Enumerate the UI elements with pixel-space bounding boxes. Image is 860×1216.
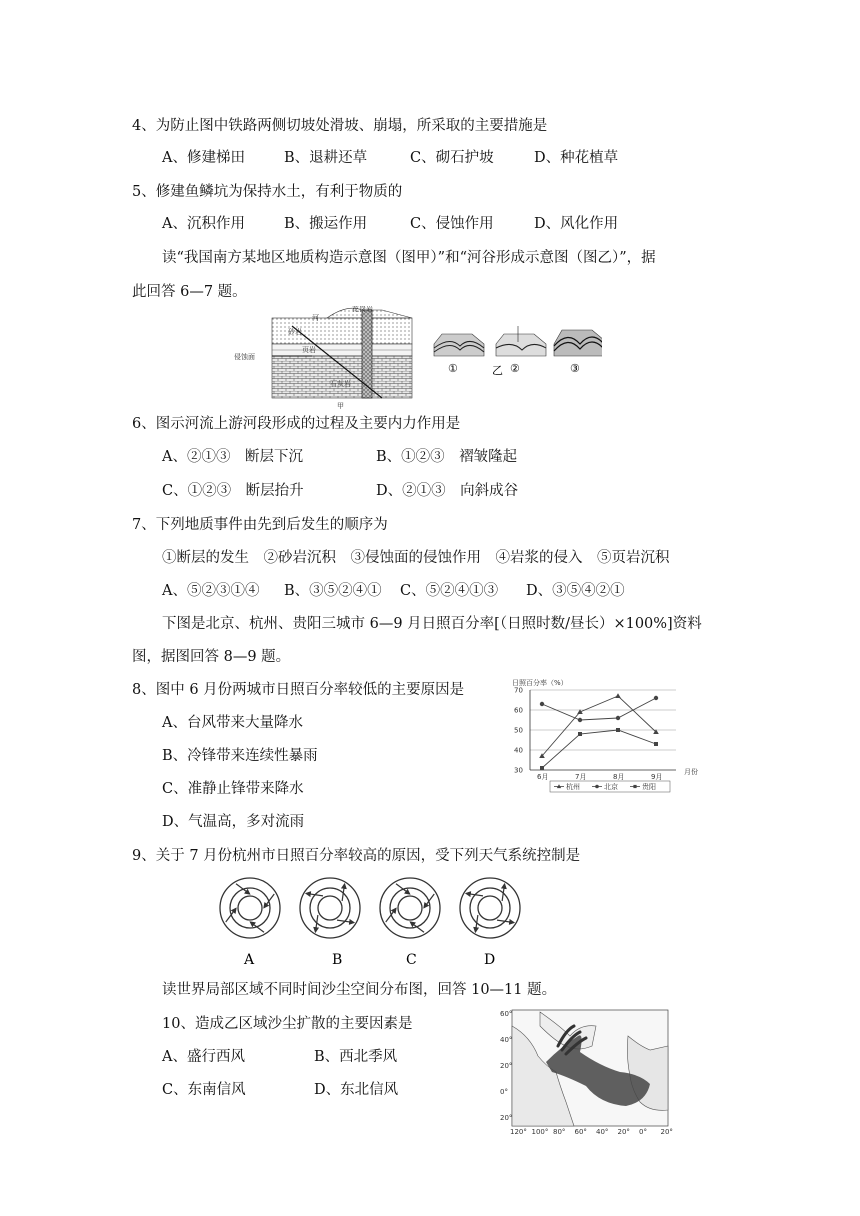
- q6-stem: 6、图示河流上游河段形成的过程及主要内力作用是: [132, 416, 461, 432]
- q8-option-d: D、气温高，多对流雨: [162, 814, 305, 830]
- figure-yi-valley: [432, 322, 602, 378]
- map-lon-label: 120°: [510, 1128, 527, 1136]
- q10-option-b: B、西北季风: [314, 1049, 398, 1065]
- q5-stem: 5、修建鱼鳞坑为保持水土，有利于物质的: [132, 184, 403, 200]
- weather-label-c: C: [406, 952, 417, 968]
- map-lon-label: 0°: [639, 1128, 647, 1136]
- q4-option-c: C、砌石护坡: [410, 150, 494, 166]
- weather-system-c: [380, 878, 440, 938]
- q4-option-d: D、种花植草: [534, 150, 619, 166]
- chart-y-tick-label: 50: [514, 726, 523, 735]
- q8-option-a: A、台风带来大量降水: [162, 715, 303, 731]
- map-lon-label: 40°: [596, 1128, 609, 1136]
- q8-stem: 8、图中 6 月份两城市日照百分率较低的主要原因是: [132, 682, 465, 698]
- map-lat-label: 60°: [500, 1010, 513, 1018]
- intro-8-9-line1: 下图是北京、杭州、贵阳三城市 6—9 月日照百分率[（日照时数/昼长）×100%]资料: [162, 616, 702, 632]
- intro-6-7-line2: 此回答 6—7 题。: [132, 284, 247, 300]
- weather-system-b: [300, 878, 360, 938]
- chart-x-ticks: [537, 773, 662, 781]
- chart-point: [616, 728, 620, 732]
- chart-legend-marker: [595, 785, 599, 789]
- label-granite: 花岗岩: [352, 306, 373, 313]
- q9-stem: 9、关于 7 月份杭州市日照百分率较高的原因，受下列天气系统控制是: [132, 848, 581, 864]
- label-stage-2: ②: [510, 362, 520, 375]
- q8-option-b: B、冷锋带来连续性暴雨: [162, 748, 318, 764]
- q6-option-a: A、②①③ 断层下沉: [162, 449, 303, 465]
- chart-legend: [554, 782, 656, 791]
- chart-legend-label: 北京: [604, 783, 618, 791]
- q4-option-b: B、退耕还草: [284, 150, 368, 166]
- chart-series-line: [542, 698, 656, 720]
- chart-y-tick-label: 70: [514, 686, 523, 695]
- q10-stem: 10、造成乙区域沙尘扩散的主要因素是: [162, 1016, 413, 1032]
- q10-option-a: A、盛行西风: [162, 1049, 245, 1065]
- map-lon-label: 20°: [617, 1128, 630, 1136]
- figure-jia-geology: [232, 306, 422, 410]
- chart-legend-label: 杭州: [566, 783, 580, 791]
- q10-option-d: D、东北信风: [314, 1082, 399, 1098]
- map-lon-label: 80°: [553, 1128, 566, 1136]
- chart-x-tick-label: 8月: [613, 773, 625, 781]
- q7-option-c: C、⑤②④①③: [400, 583, 499, 599]
- q7-stem: 7、下列地质事件由先到后发生的顺序为: [132, 517, 388, 533]
- map-lon-label: 100°: [531, 1128, 549, 1136]
- chart-legend-marker: [633, 785, 636, 788]
- sunshine-chart: [506, 676, 702, 794]
- label-shale: 页岩: [302, 346, 316, 354]
- q6-option-c: C、①②③ 断层抬升: [162, 483, 304, 499]
- intro-6-7-line1: 读“我国南方某地区地质构造示意图（图甲）”和“河谷形成示意图（图乙）”，据: [162, 250, 656, 266]
- valley-stage-3: [554, 330, 602, 356]
- chart-point: [540, 702, 544, 706]
- weather-system-a: [220, 878, 280, 938]
- q5-option-a: A、沉积作用: [162, 216, 245, 232]
- q4-stem: 4、为防止图中铁路两侧切坡处滑坡、崩塌，所采取的主要措施是: [132, 118, 548, 134]
- valley-stage-1: [434, 334, 484, 356]
- chart-ylabel: 日照百分率（%）: [512, 679, 568, 687]
- q7-option-a: A、⑤②③①④: [162, 583, 260, 599]
- label-sandstone: 砂岩: [288, 328, 302, 336]
- chart-point: [578, 732, 582, 736]
- intro-10-11: 读世界局部区域不同时间沙尘空间分布图，回答 10—11 题。: [162, 982, 557, 998]
- label-erosion-surface: 侵蚀面: [234, 353, 255, 361]
- q7-option-b: B、③⑤②④①: [284, 583, 382, 599]
- q6-option-d: D、②①③ 向斜成谷: [376, 483, 519, 499]
- q4-option-a: A、修建梯田: [162, 150, 245, 166]
- map-lat-label: 20°: [500, 1114, 513, 1122]
- weather-label-d: D: [484, 952, 496, 968]
- q7-option-d: D、③⑤④②①: [526, 583, 625, 599]
- weather-label-b: B: [332, 952, 343, 968]
- map-lon-label: 20°: [660, 1128, 673, 1136]
- chart-point: [616, 716, 620, 720]
- weather-label-a: A: [244, 952, 255, 968]
- chart-x-tick-label: 7月: [575, 773, 587, 781]
- weather-system-d: [460, 878, 520, 938]
- chart-point: [540, 766, 544, 770]
- chart-y-tick-label: 40: [514, 746, 523, 755]
- q8-option-c: C、准静止锋带来降水: [162, 781, 304, 797]
- chart-xlabel: 月份: [684, 768, 698, 776]
- q5-option-c: C、侵蚀作用: [410, 216, 494, 232]
- chart-y-ticks: [514, 687, 523, 775]
- valley-stage-2: [496, 326, 546, 356]
- chart-x-tick-label: 9月: [651, 773, 663, 781]
- map-lat-label: 40°: [500, 1036, 513, 1044]
- q7-events: ①断层的发生 ②砂岩沉积 ③侵蚀面的侵蚀作用 ④岩浆的侵入 ⑤页岩沉积: [162, 550, 670, 566]
- chart-series-line: [542, 696, 656, 756]
- map-lon-label: 60°: [574, 1128, 587, 1136]
- label-stage-3: ③: [570, 362, 580, 375]
- label-limestone: 石灰岩: [330, 380, 351, 388]
- label-stage-1: ①: [448, 362, 458, 375]
- map-lat-label: 20°: [500, 1062, 513, 1070]
- chart-x-tick-label: 6月: [537, 773, 549, 781]
- chart-legend-label: 贵阳: [642, 783, 656, 791]
- chart-y-tick-label: 60: [514, 706, 523, 715]
- chart-point: [578, 718, 582, 722]
- intro-8-9-line2: 图，据图回答 8—9 题。: [132, 649, 291, 665]
- dust-distribution-map: [500, 1006, 678, 1140]
- label-jia: 甲: [337, 402, 344, 410]
- chart-point: [654, 742, 658, 746]
- label-yi: 乙: [492, 364, 503, 377]
- q5-option-b: B、搬运作用: [284, 216, 368, 232]
- q5-option-d: D、风化作用: [534, 216, 619, 232]
- chart-series: [539, 693, 659, 770]
- label-river: 河: [312, 314, 319, 322]
- chart-point: [654, 696, 658, 700]
- figure-weather-systems: [210, 868, 540, 972]
- q10-option-c: C、东南信风: [162, 1082, 246, 1098]
- chart-point: [615, 693, 621, 698]
- map-lat-label: 0°: [500, 1088, 508, 1096]
- chart-y-tick-label: 30: [514, 766, 523, 775]
- q6-option-b: B、①②③ 褶皱隆起: [376, 449, 518, 465]
